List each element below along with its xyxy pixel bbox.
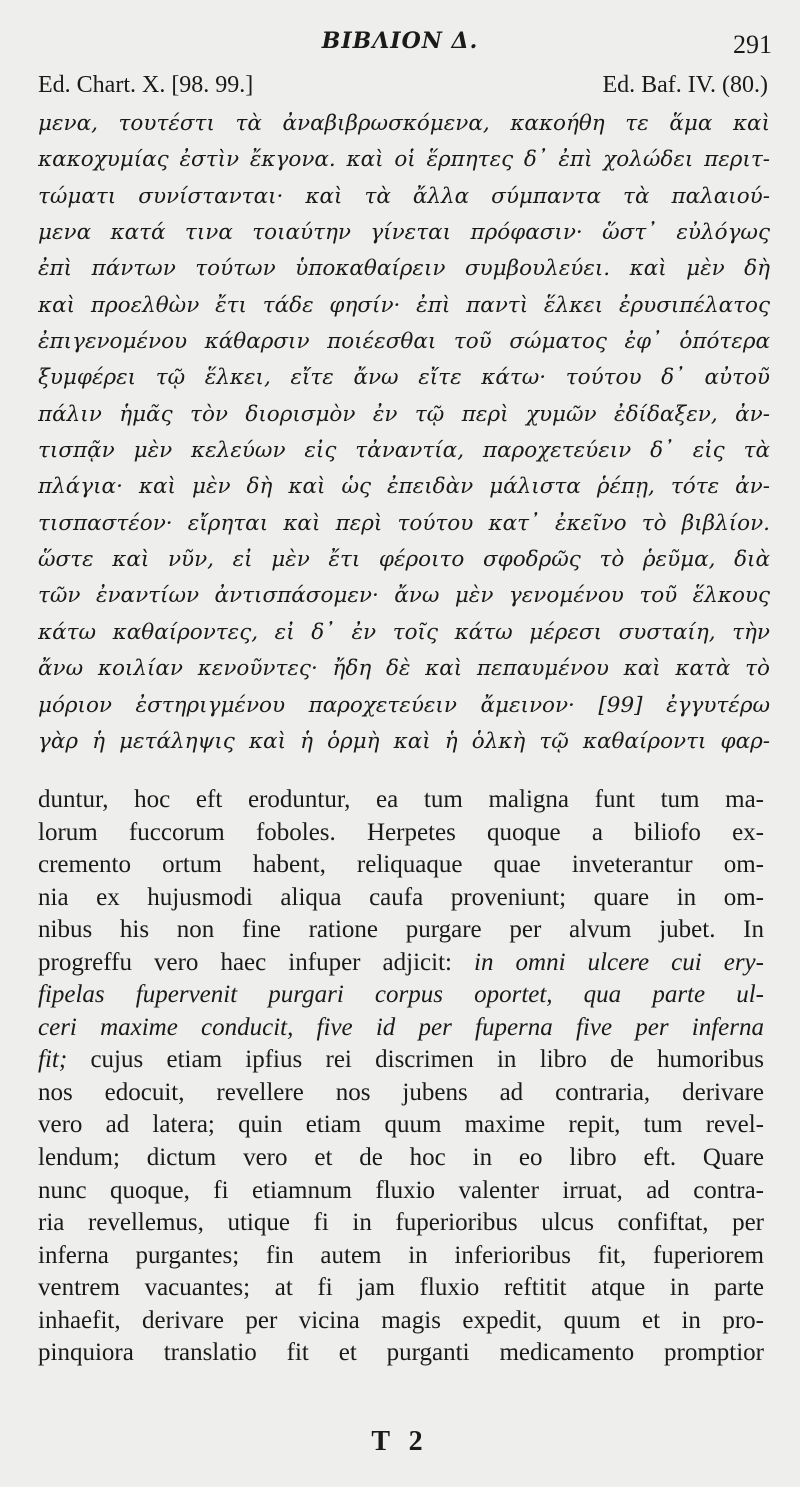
greek-line: ἐπὶ πάντων τούτων ὑποκαθαίρειν συμβουλεύει. καὶ μὲν δὴ bbox=[38, 256, 770, 282]
running-head bbox=[0, 26, 800, 66]
greek-line: πλάγια· καὶ μὲν δὴ καὶ ὡς ἐπειδὰν μάλιστα ῥέπῃ, τότε ἀν- bbox=[38, 474, 770, 500]
greek-line: πάλιν ἡμᾶς τὸν διορισμὸν ἐν τῷ περὶ χυμῶν ἐδίδαξεν, ἀν- bbox=[38, 401, 770, 427]
latin-text: progreffu vero haec infuper adjicit: bbox=[38, 948, 475, 976]
latin-text-block bbox=[38, 784, 764, 1370]
latin-text: lendum; dictum vero et de hoc in eo libro eft. Quare bbox=[38, 1144, 764, 1172]
latin-text: pinquiora translatio fit et purganti medicamento promptior bbox=[38, 1339, 764, 1367]
latin-text: ria revellemus, utique fi in fuperioribus ulcus confiftat, per bbox=[38, 1209, 764, 1237]
latin-text: inhaefit, derivare per vicina magis expedit, quum et in pro- bbox=[38, 1306, 764, 1334]
greek-line: ὥστε καὶ νῦν, εἰ μὲν ἔτι φέροιτο σφοδρῶς τὸ ῥεῦμα, διὰ bbox=[38, 547, 770, 573]
greek-line: μενα, τουτέστι τὰ ἀναβιβρωσκόμενα, κακοήθη τε ἅμα καὶ bbox=[38, 111, 770, 136]
latin-line bbox=[38, 1142, 764, 1175]
greek-line: μόριον ἐστηριγμένου παροχετεύειν ἄμεινον· [99] ἐγγυτέρω bbox=[38, 692, 770, 718]
greek-line: μενα κατά τινα τοιαύτην γίνεται πρόφασιν· ὥστ᾽ εὐλόγως bbox=[38, 220, 770, 246]
greek-line: ξυμφέρει τῷ ἕλκει, εἴτε ἄνω εἴτε κάτω· τούτου δ᾽ αὐτοῦ bbox=[38, 365, 770, 391]
latin-text: nia ex hujusmodi aliqua caufa proveniunt; quare in om- bbox=[38, 883, 764, 911]
latin-quote: in omni ulcere cui ery- bbox=[474, 948, 764, 976]
latin-line bbox=[38, 1077, 764, 1110]
latin-line bbox=[38, 784, 764, 817]
greek-line: τῶν ἐναντίων ἀντισπάσομεν· ἄνω μὲν γενομένου τοῦ ἕλκους bbox=[38, 583, 770, 609]
latin-text: inferna purgantes; fin autem in inferioribus fit, fuperiorem bbox=[38, 1241, 764, 1269]
latin-line bbox=[38, 1207, 764, 1240]
latin-text: nunc quoque, fi etiamnum fluxio valenter irruat, ad contra- bbox=[38, 1176, 764, 1204]
latin-line bbox=[38, 914, 764, 947]
greek-line: τώματι συνίστανται· καὶ τὰ ἄλλα σύμπαντα τὰ παλαιού- bbox=[38, 183, 770, 209]
latin-text: nos edocuit, revellere nos jubens ad contraria, derivare bbox=[38, 1078, 764, 1106]
greek-line: ἐπιγενομένου κάθαρσιν ποιέεσθαι τοῦ σώματος ἐφ᾽ ὁπότερα bbox=[38, 329, 770, 355]
latin-line bbox=[38, 882, 764, 915]
signature-mark: T 2 bbox=[371, 1426, 429, 1457]
latin-line bbox=[38, 1272, 764, 1305]
latin-text: vero ad latera; quin etiam quum maxime repit, tum revel- bbox=[38, 1111, 764, 1139]
greek-line: κάτω καθαίροντες, εἰ δ᾽ ἐν τοῖς κάτω μέρεσι συσταίη, τὴν bbox=[38, 619, 770, 645]
latin-line bbox=[38, 1044, 764, 1077]
greek-text-block bbox=[38, 106, 770, 760]
greek-line: τισπᾷν μὲν κελεύων εἰς τἀναντία, παροχετεύειν δ᾽ εἰς τὰ bbox=[38, 438, 770, 464]
edition-references bbox=[38, 72, 768, 106]
greek-line: τισπαστέον· εἴρηται καὶ περὶ τούτου κατ᾽ ἐκεῖνο τὸ βιβλίον. bbox=[38, 510, 770, 536]
latin-line bbox=[38, 947, 764, 980]
edition-chartier-ref: Ed. Chart. X. [98. 99.] bbox=[38, 72, 254, 98]
latin-quote: ceri maxime conducit, five id per fuperna five per inferna bbox=[38, 1013, 764, 1041]
greek-line: κακοχυμίας ἐστὶν ἔκγονα. καὶ οἱ ἕρπητες δ᾽ ἐπὶ χολώδει περιτ- bbox=[38, 147, 770, 173]
latin-line bbox=[38, 1012, 764, 1045]
latin-line bbox=[38, 1240, 764, 1273]
page-number: 291 bbox=[733, 30, 772, 59]
latin-text: cujus etiam ipfius rei discrimen in libro de humoribus bbox=[67, 1046, 764, 1074]
latin-text: lorum fuccorum foboles. Herpetes quoque a biliofo ex- bbox=[38, 818, 764, 846]
latin-text: cremento ortum habent, reliquaque quae inveterantur om- bbox=[38, 851, 764, 879]
latin-text: ventrem vacuantes; at fi jam fluxio reftitit atque in parte bbox=[38, 1274, 764, 1302]
latin-line bbox=[38, 979, 764, 1012]
greek-line: καὶ προελθὼν ἔτι τάδε φησίν· ἐπὶ παντὶ ἕλκει ἐρυσιπέλατος bbox=[38, 292, 770, 318]
latin-quote: fit; bbox=[38, 1046, 68, 1074]
latin-line bbox=[38, 849, 764, 882]
latin-text: nibus his non fine ratione purgare per alvum jubet. In bbox=[38, 916, 764, 944]
latin-line bbox=[38, 1305, 764, 1338]
latin-line bbox=[38, 1175, 764, 1208]
greek-line: γὰρ ἡ μετάληψις καὶ ἡ ὁρμὴ καὶ ἡ ὁλκὴ τῷ καθαίροντι φαρ- bbox=[38, 728, 770, 754]
latin-quote: fipelas fupervenit purgari corpus oportet, qua parte ul- bbox=[38, 981, 764, 1009]
greek-line: ἄνω κοιλίαν κενοῦντες· ἤδη δὲ καὶ πεπαυμένου καὶ κατὰ τὸ bbox=[38, 656, 770, 682]
latin-text: duntur, hoc eft eroduntur, ea tum maligna funt tum ma- bbox=[38, 786, 764, 813]
edition-basel-ref: Ed. Baf. IV. (80.) bbox=[602, 72, 768, 98]
latin-line bbox=[38, 1109, 764, 1142]
latin-line bbox=[38, 817, 764, 850]
latin-line bbox=[38, 1337, 764, 1370]
book-title: ΒΙΒΛΙΟΝ Δ. bbox=[321, 28, 479, 54]
